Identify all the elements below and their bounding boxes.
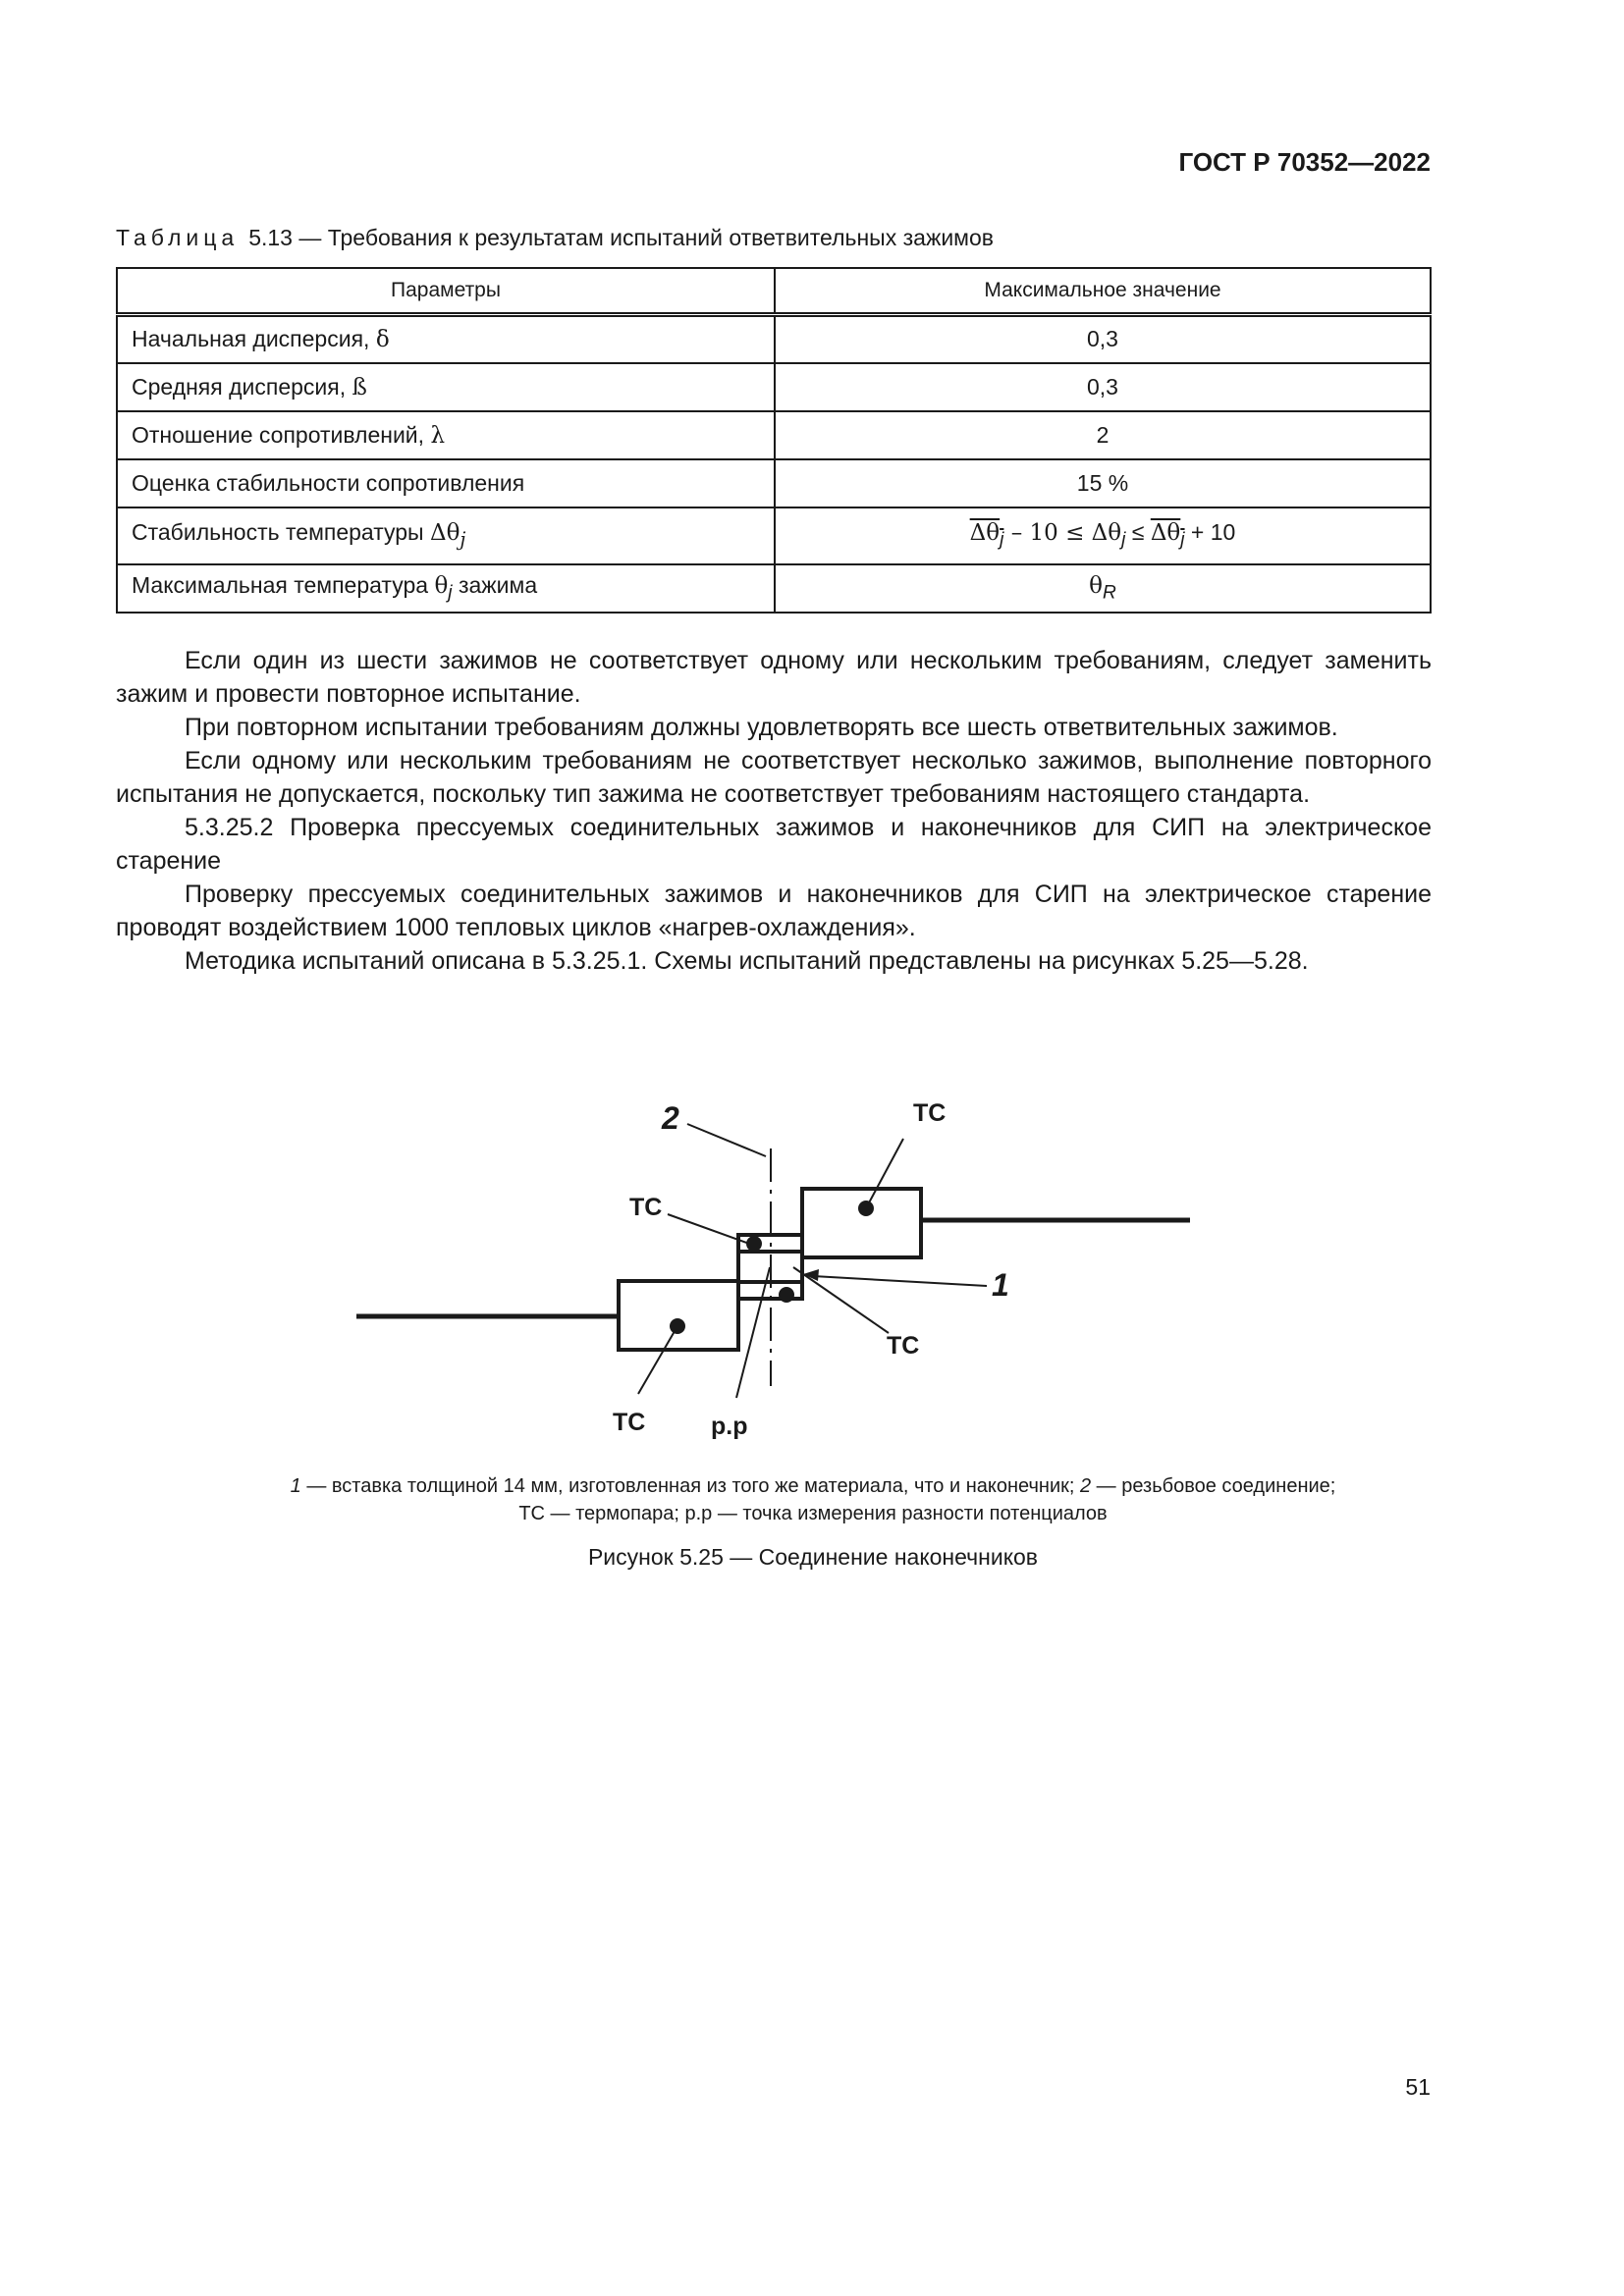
table-row: [117, 459, 1431, 507]
label-tc: TC: [629, 1194, 663, 1221]
label-tc: TC: [613, 1409, 646, 1436]
leader-tc-top-right: [866, 1139, 903, 1208]
table-row: [117, 315, 1431, 363]
page-number: 51: [1405, 2074, 1431, 2100]
paragraph: Если один из шести зажимов не соответствует одному или нескольким требованиям, следует заменить зажим и провести повторное испытание.: [116, 647, 1432, 708]
table-header-row: [117, 268, 1431, 315]
param-cell: Начальная дисперсия, δ: [117, 315, 775, 363]
table-caption-prefix: Таблица: [116, 225, 240, 250]
table-caption-text: 5.13 — Требования к результатам испытаний ответвительных зажимов: [248, 225, 994, 250]
label-1: 1: [992, 1267, 1009, 1303]
label-tc: TC: [913, 1099, 947, 1127]
thermocouple-point: [746, 1236, 762, 1252]
table-caption: [116, 225, 994, 251]
figure-legend: [116, 1472, 1510, 1527]
column-header-max-value: Максимальное значение: [775, 268, 1431, 315]
paragraph: Если одному или нескольким требованиям не соответствует несколько зажимов, выполнение повторного испытания не допускается, поскольку тип зажима не соответствует требованиям настоящего стандарта.: [116, 747, 1432, 808]
paragraph: Методика испытаний описана в 5.3.25.1. Схемы испытаний представлены на рисунках 5.25—5.28.: [185, 947, 1309, 975]
section-heading: 5.3.25.2 Проверка прессуемых соединительных зажимов и наконечников для СИП на электрическое старение: [116, 814, 1432, 875]
param-cell: Отношение сопротивлений, λ: [117, 411, 775, 459]
thermocouple-point: [779, 1287, 794, 1303]
label-2: 2: [662, 1100, 679, 1136]
value-cell: 0,3: [775, 315, 1431, 363]
param-cell: Стабильность температуры $\Delta\theta_j$: [117, 507, 775, 564]
label-pp: p.p: [711, 1413, 748, 1440]
thermocouple-point: [858, 1201, 874, 1216]
figure-title: Рисунок 5.25 — Соединение наконечников: [587, 1544, 1039, 1570]
table-row: [117, 363, 1431, 411]
table-row: [117, 564, 1431, 613]
value-cell: $\theta_R$: [775, 564, 1431, 613]
param-cell: Средняя дисперсия, ß: [117, 363, 775, 411]
paragraph: Проверку прессуемых соединительных зажимов и наконечников для СИП на электрическое старение проводят воздействием 1000 тепловых циклов «нагрев-охлаждения».: [116, 881, 1432, 941]
value-cell: 15 %: [775, 459, 1431, 507]
leader-2: [687, 1124, 766, 1156]
requirements-table: [116, 267, 1432, 614]
legend-line: 1 — вставка толщиной 14 мм, изготовленная из того же материала, что и наконечник; 2 — резьбовое соединение;: [290, 1475, 1336, 1497]
param-cell: Максимальная температура $\theta_j$ зажима: [117, 564, 775, 613]
label-tc: TC: [887, 1332, 920, 1360]
connection-diagram: [0, 1070, 1624, 1463]
table-row: [117, 411, 1431, 459]
standard-number: ГОСТ Р 70352—2022: [1178, 147, 1431, 177]
value-cell: 0,3: [775, 363, 1431, 411]
leader-pp: [736, 1267, 770, 1398]
table-row: [117, 507, 1431, 564]
value-cell: 2: [775, 411, 1431, 459]
leader-1: [813, 1276, 987, 1286]
legend-line: TC — термопара; p.p — точка измерения разности потенциалов: [518, 1503, 1108, 1524]
paragraph: При повторном испытании требованиям должны удовлетворять все шесть ответвительных зажимов.: [185, 714, 1338, 741]
value-cell: $\Delta\theta_j - 10 \le \Delta\theta_j \le \Delta\theta_j + 10$: [775, 507, 1431, 564]
thermocouple-point: [670, 1318, 685, 1334]
leader-tc-left-top: [668, 1214, 752, 1245]
param-cell: Оценка стабильности сопротивления: [117, 459, 775, 507]
body-text: [116, 644, 1432, 978]
leader-tc-left-bottom: [638, 1326, 677, 1394]
right-lug: [802, 1189, 921, 1257]
column-header-parameters: Параметры: [117, 268, 775, 315]
left-lug: [619, 1281, 738, 1350]
